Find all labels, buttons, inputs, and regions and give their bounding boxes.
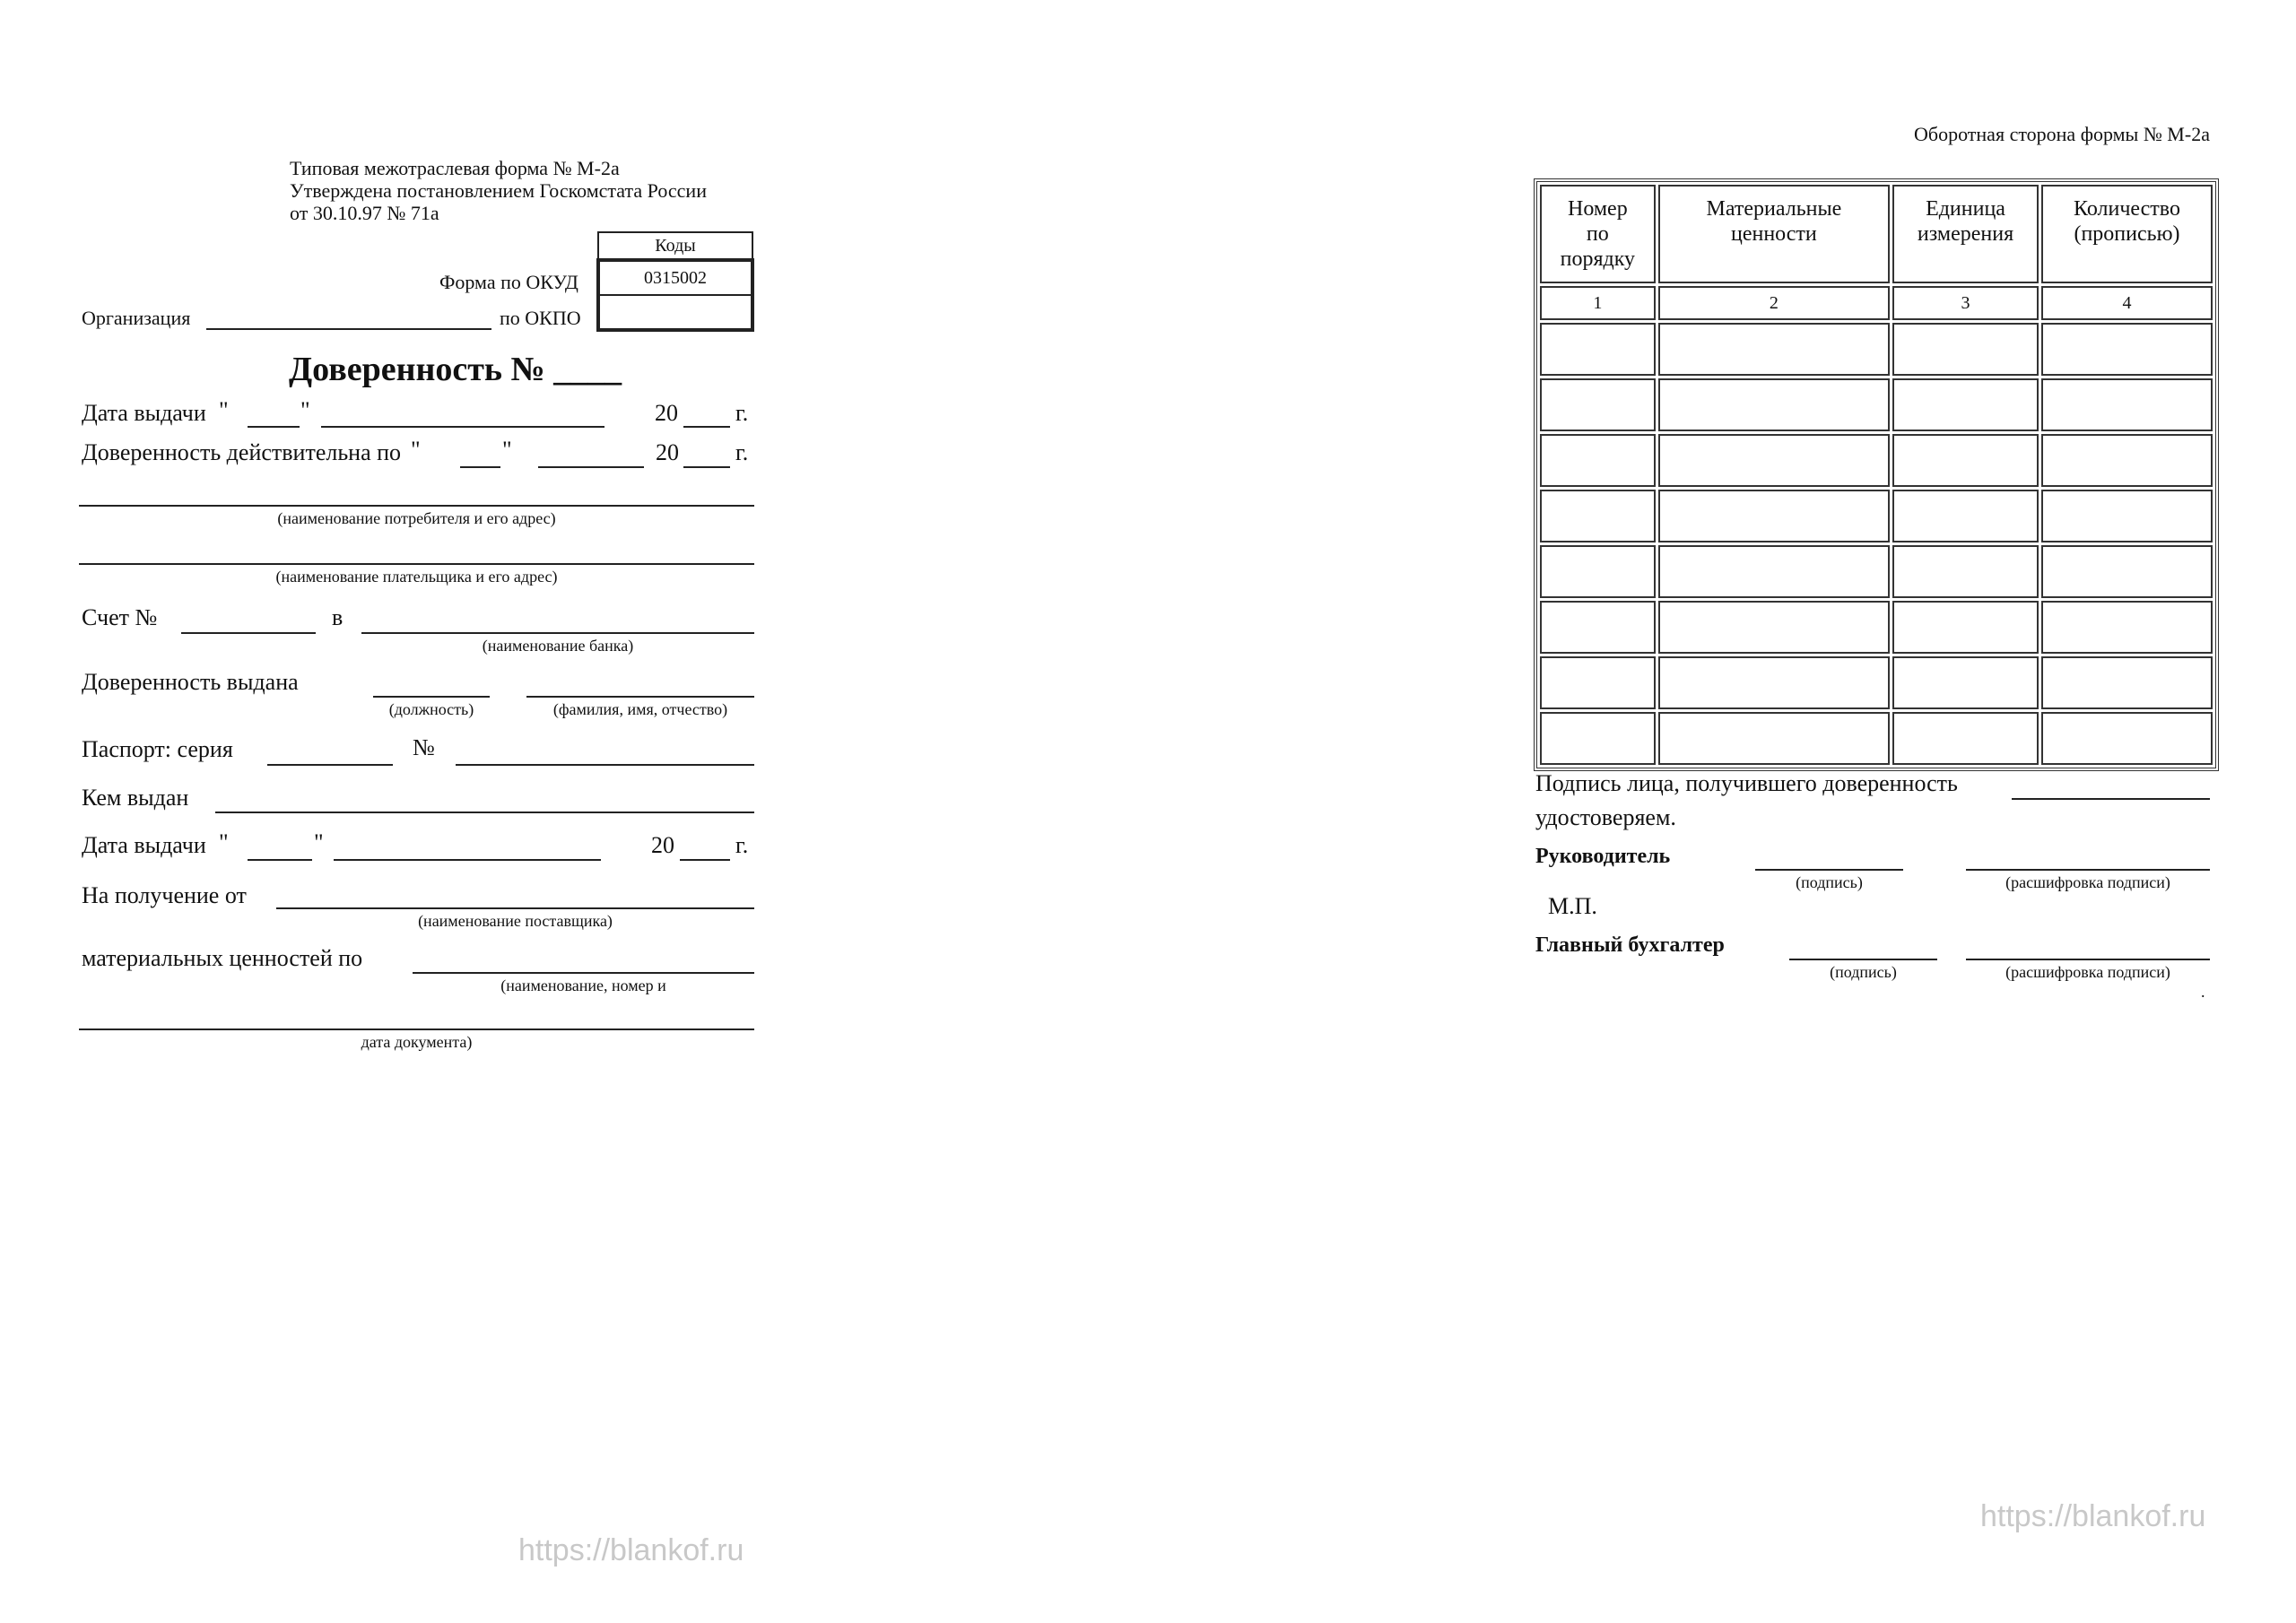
account-in-label: в bbox=[332, 604, 344, 630]
table-cell[interactable] bbox=[1892, 712, 2039, 765]
account-label: Счет № bbox=[82, 604, 158, 630]
valid-quote-open: " bbox=[411, 437, 421, 463]
table-cell[interactable] bbox=[1540, 378, 1656, 431]
document-caption-continued: дата документа) bbox=[361, 1033, 473, 1051]
table-cell[interactable] bbox=[2041, 323, 2213, 376]
table-cell[interactable] bbox=[1892, 545, 2039, 598]
consumer-field[interactable] bbox=[79, 505, 754, 507]
accountant-signature-field[interactable] bbox=[1789, 959, 1937, 960]
document-caption: (наименование, номер и bbox=[500, 976, 666, 994]
valid-month-field[interactable] bbox=[538, 466, 644, 468]
position-caption: (должность) bbox=[388, 700, 474, 718]
valid-year-field[interactable] bbox=[683, 466, 730, 468]
accountant-decoding-field[interactable] bbox=[1966, 959, 2210, 960]
reverse-side-title: Оборотная сторона формы № М-2а bbox=[1914, 123, 2210, 145]
issued-to-label: Доверенность выдана bbox=[82, 669, 299, 695]
passport-date-label: Дата выдачи bbox=[82, 832, 206, 858]
passport-year-field[interactable] bbox=[680, 859, 730, 861]
accountant-signature-caption: (подпись) bbox=[1830, 963, 1897, 981]
table-header-row bbox=[1540, 185, 2213, 283]
table-cell[interactable] bbox=[1540, 434, 1656, 487]
table-cell[interactable] bbox=[1658, 656, 1890, 709]
watermark: https://blankof.ru bbox=[518, 1533, 744, 1567]
okud-code: 0315002 bbox=[598, 260, 752, 295]
table-cell[interactable] bbox=[2041, 545, 2213, 598]
table-cell[interactable] bbox=[2041, 378, 2213, 431]
column-number: 1 bbox=[1540, 286, 1656, 320]
accountant-decoding-caption: (расшифровка подписи) bbox=[2005, 963, 2170, 981]
codes-header: Коды bbox=[598, 232, 752, 260]
column-number: 2 bbox=[1658, 286, 1890, 320]
table-cell[interactable] bbox=[2041, 712, 2213, 765]
consumer-caption: (наименование потребителя и его адрес) bbox=[277, 509, 556, 527]
bank-caption: (наименование банка) bbox=[482, 637, 634, 655]
form-type-line: Типовая межотраслевая форма № М-2а bbox=[290, 157, 620, 179]
stamp-label: М.П. bbox=[1548, 893, 1597, 919]
issue-year-suffix: г. bbox=[735, 400, 749, 426]
document-field[interactable] bbox=[413, 972, 754, 974]
table-cell[interactable] bbox=[1658, 545, 1890, 598]
certify-label: удостоверяем. bbox=[1535, 804, 1676, 830]
bank-field[interactable] bbox=[361, 632, 754, 634]
table-row bbox=[1540, 378, 2213, 431]
table-cell[interactable] bbox=[1892, 490, 2039, 542]
passport-label: Паспорт: серия bbox=[82, 736, 233, 762]
form-approval-line: Утверждена постановлением Госкомстата России bbox=[290, 179, 707, 202]
table-cell[interactable] bbox=[1658, 601, 1890, 654]
valid-year-prefix: 20 bbox=[656, 439, 679, 465]
table-row bbox=[1540, 490, 2213, 542]
recipient-signature-field[interactable] bbox=[2012, 798, 2210, 800]
column-number-row bbox=[1540, 286, 2213, 320]
recipient-signature-label: Подпись лица, получившего доверенность bbox=[1535, 770, 1958, 796]
passport-year-suffix: г. bbox=[735, 832, 749, 858]
column-header-materials: Материальные ценности bbox=[1658, 185, 1890, 283]
table-cell[interactable] bbox=[1658, 490, 1890, 542]
passport-number-sign: № bbox=[413, 734, 435, 760]
table-row bbox=[1540, 434, 2213, 487]
valid-quote-close: " bbox=[502, 437, 512, 463]
trailing-dot: . bbox=[2201, 983, 2205, 1001]
table-cell[interactable] bbox=[2041, 434, 2213, 487]
director-signature-caption: (подпись) bbox=[1796, 873, 1863, 891]
watermark: https://blankof.ru bbox=[1980, 1499, 2206, 1533]
issued-by-label: Кем выдан bbox=[82, 785, 189, 811]
materials-label: материальных ценностей по bbox=[82, 945, 363, 971]
director-signature-field[interactable] bbox=[1755, 869, 1903, 871]
valid-until-label: Доверенность действительна по bbox=[82, 439, 402, 465]
column-header-unit: Единица измерения bbox=[1892, 185, 2039, 283]
passport-day-field[interactable] bbox=[248, 859, 312, 861]
table-cell[interactable] bbox=[1540, 601, 1656, 654]
valid-day-field[interactable] bbox=[460, 466, 500, 468]
page-title: Доверенность № ____ bbox=[289, 351, 622, 388]
issue-date-quote-close: " bbox=[300, 397, 310, 423]
column-header-number: Номер по порядку bbox=[1540, 185, 1656, 283]
table-cell[interactable] bbox=[1892, 601, 2039, 654]
passport-year-prefix: 20 bbox=[651, 832, 674, 858]
table-cell[interactable] bbox=[2041, 490, 2213, 542]
table-cell[interactable] bbox=[1540, 545, 1656, 598]
table-cell[interactable] bbox=[2041, 656, 2213, 709]
position-field[interactable] bbox=[373, 696, 490, 698]
table-cell[interactable] bbox=[1892, 378, 2039, 431]
table-cell[interactable] bbox=[1892, 434, 2039, 487]
table-row bbox=[1540, 545, 2213, 598]
column-header-quantity: Количество (прописью) bbox=[2041, 185, 2213, 283]
passport-date-quote-close: " bbox=[314, 829, 324, 855]
passport-number-field[interactable] bbox=[456, 764, 754, 766]
table-cell[interactable] bbox=[1658, 378, 1890, 431]
issue-year-field[interactable] bbox=[683, 426, 730, 428]
chief-accountant-label: Главный бухгалтер bbox=[1535, 933, 1725, 957]
okud-label: Форма по ОКУД bbox=[439, 271, 578, 293]
table-row bbox=[1540, 656, 2213, 709]
director-label: Руководитель bbox=[1535, 845, 1671, 868]
payer-field[interactable] bbox=[79, 563, 754, 565]
okpo-code[interactable] bbox=[598, 295, 752, 330]
table-cell[interactable] bbox=[1892, 656, 2039, 709]
table-cell[interactable] bbox=[1658, 323, 1890, 376]
issue-month-field[interactable] bbox=[321, 426, 604, 428]
issue-day-field[interactable] bbox=[248, 426, 300, 428]
table-row bbox=[1540, 323, 2213, 376]
receipt-label: На получение от bbox=[82, 882, 247, 908]
table-cell[interactable] bbox=[1540, 323, 1656, 376]
supplier-field[interactable] bbox=[276, 907, 754, 909]
document-field-continued[interactable] bbox=[79, 1028, 754, 1030]
form-approval-date: от 30.10.97 № 71а bbox=[290, 202, 439, 224]
table-cell[interactable] bbox=[1540, 656, 1656, 709]
issued-by-field[interactable] bbox=[215, 812, 754, 813]
table-cell[interactable] bbox=[1540, 712, 1656, 765]
codes-box bbox=[596, 231, 754, 332]
table-row bbox=[1540, 712, 2213, 765]
organization-field[interactable] bbox=[206, 328, 491, 330]
table-cell[interactable] bbox=[1658, 434, 1890, 487]
valid-year-suffix: г. bbox=[735, 439, 749, 465]
okpo-label: по ОКПО bbox=[500, 307, 581, 329]
passport-date-quote-open: " bbox=[219, 829, 229, 855]
materials-table bbox=[1534, 178, 2219, 771]
table-row bbox=[1540, 601, 2213, 654]
table-cell[interactable] bbox=[1540, 490, 1656, 542]
account-number-field[interactable] bbox=[181, 632, 316, 634]
full-name-field[interactable] bbox=[526, 696, 754, 698]
full-name-caption: (фамилия, имя, отчество) bbox=[552, 700, 728, 718]
column-number: 3 bbox=[1892, 286, 2039, 320]
issue-year-prefix: 20 bbox=[655, 400, 678, 426]
organization-label: Организация bbox=[82, 307, 191, 329]
passport-month-field[interactable] bbox=[334, 859, 601, 861]
column-number: 4 bbox=[2041, 286, 2213, 320]
passport-series-field[interactable] bbox=[267, 764, 393, 766]
issue-date-label: Дата выдачи bbox=[82, 400, 206, 426]
table-cell[interactable] bbox=[2041, 601, 2213, 654]
issue-date-quote-open: " bbox=[219, 397, 229, 423]
director-decoding-field[interactable] bbox=[1966, 869, 2210, 871]
payer-caption: (наименование плательщика и его адрес) bbox=[275, 568, 558, 586]
table-cell[interactable] bbox=[1892, 323, 2039, 376]
director-decoding-caption: (расшифровка подписи) bbox=[2005, 873, 2170, 891]
table-cell[interactable] bbox=[1658, 712, 1890, 765]
supplier-caption: (наименование поставщика) bbox=[418, 912, 613, 930]
